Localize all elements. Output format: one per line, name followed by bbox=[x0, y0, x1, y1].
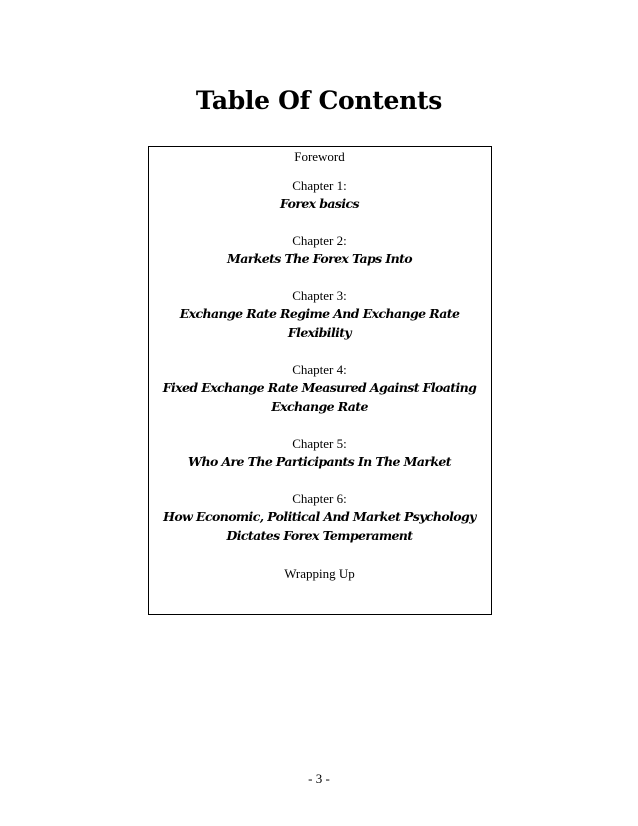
chapter-2-label: Chapter 2: bbox=[292, 233, 347, 248]
chapter-3-title-line-2: Flexibility bbox=[287, 325, 352, 340]
chapter-6-title-line-2: Dictates Forex Temperament bbox=[226, 528, 413, 543]
chapter-4-label: Chapter 4: bbox=[292, 362, 347, 377]
chapter-2-title: Markets The Forex Taps Into bbox=[226, 251, 413, 266]
chapter-1-label: Chapter 1: bbox=[292, 178, 347, 193]
chapter-1-title: Forex basics bbox=[280, 196, 359, 211]
foreword-entry: Foreword bbox=[294, 149, 345, 164]
chapter-3-title-line-1: Exchange Rate Regime And Exchange Rate bbox=[179, 306, 460, 321]
chapter-5-title: Who Are The Participants In The Market bbox=[188, 454, 451, 469]
chapter-6-label: Chapter 6: bbox=[292, 491, 347, 506]
page-number: - 3 - bbox=[308, 771, 330, 786]
chapter-4-title-line-2: Exchange Rate bbox=[271, 399, 368, 414]
page-title: Table Of Contents bbox=[195, 86, 443, 115]
chapter-3-label: Chapter 3: bbox=[292, 288, 347, 303]
table-of-contents-box bbox=[148, 146, 492, 615]
wrapping-up-entry: Wrapping Up bbox=[284, 566, 355, 581]
chapter-6-title-line-1: How Economic, Political And Market Psychology bbox=[163, 509, 476, 524]
chapter-5-label: Chapter 5: bbox=[292, 436, 347, 451]
chapter-4-title-line-1: Fixed Exchange Rate Measured Against Floating bbox=[162, 380, 477, 395]
